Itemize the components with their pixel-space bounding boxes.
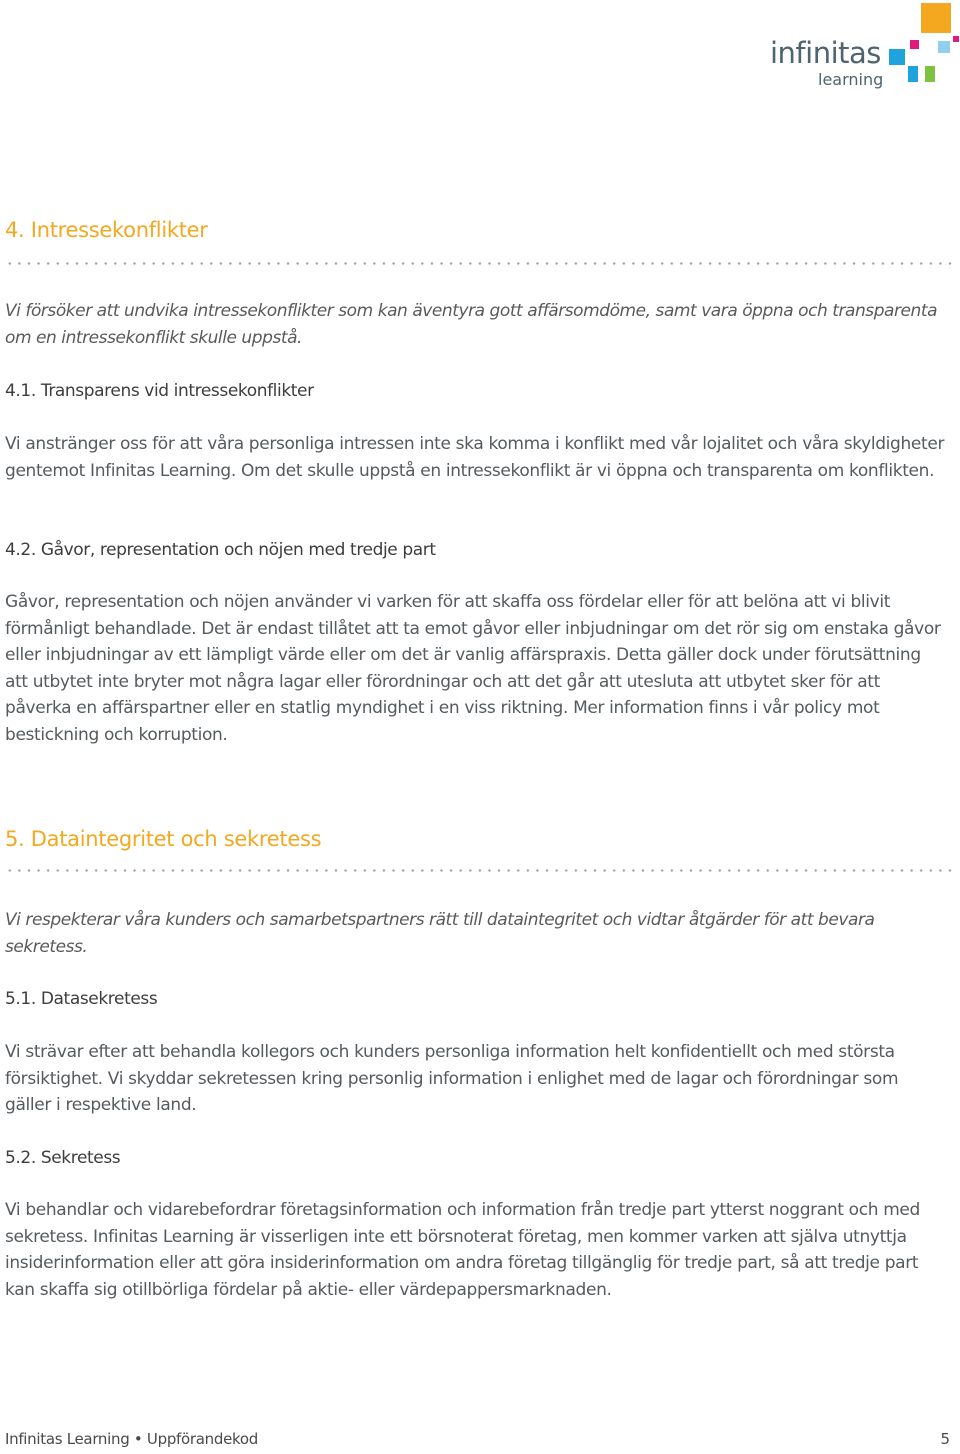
section-5-title: 5. Dataintegritet och sekretess — [5, 827, 322, 851]
section-4-2-heading: 4.2. Gåvor, representation och nöjen med tredje part — [5, 540, 436, 560]
section-4-title: 4. Intressekonflikter — [5, 218, 208, 242]
page-number: 5 — [940, 1430, 950, 1448]
logo-small-pink-square — [953, 36, 959, 42]
logo-cyan-square — [908, 66, 918, 82]
section-5-1-text: Vi strävar efter att behandla kollegors och kunders personliga information helt konfidentiellt och med största försiktighet. Vi skyddar sekretessen kring personlig information i enlighet med de lagar och förordningar som gäller i respektive land. — [5, 1042, 899, 1115]
section-4-1-heading: 4.1. Transparens vid intressekonflikter — [5, 381, 314, 401]
logo-subtitle: learning — [818, 70, 884, 89]
logo-green-square — [925, 66, 935, 82]
logo-blue-square — [889, 49, 905, 65]
section-4-1-text: Vi anstränger oss för att våra personliga intressen inte ska komma i konflikt med vår lojalitet och våra skyldigheter gentemot Infinitas Learning. Om det skulle uppstå en intressekonflikt är vi öppna och transparenta om konflikten. — [5, 434, 945, 481]
logo-pixel-mark-icon — [888, 0, 960, 90]
logo-orange-square — [921, 3, 951, 33]
footer-document-title: Infinitas Learning • Uppförandekod — [5, 1430, 258, 1448]
section-5-1-heading: 5.1. Datasekretess — [5, 989, 158, 1009]
logo-wordmark: infinitas — [770, 36, 881, 70]
company-logo — [770, 0, 960, 100]
section-5-2-heading: 5.2. Sekretess — [5, 1148, 121, 1168]
section-4-2-text: Gåvor, representation och nöjen använder vi varken för att skaffa oss fördelar eller för att belöna att vi blivit förmånligt behandlade. Det är endast tillåtet att ta emot gåvor eller inbjudningar om det rör sig om enstaka gåvor eller inbjudningar av ett lämpligt värde eller om det är vanlig affärspraxis. Detta gäller dock under förutsättning att utbytet inte bryter mot några lagar eller förordningar och att det går att utesluta att utbytet sker för att påverka en affärspartner eller en statlig myndighet i en viss riktning. Mer information finns i vår policy mot bestickning och korruption. — [5, 592, 941, 745]
section-5-divider — [5, 869, 955, 872]
section-5-intro: Vi respekterar våra kunders och samarbetspartners rätt till dataintegritet och vidtar åtgärder för att bevara sekretess. — [5, 910, 875, 957]
logo-pink-square — [910, 40, 919, 49]
section-5-2-text: Vi behandlar och vidarebefordrar företagsinformation och information från tredje part ytterst noggrant och med sekretess. Infinitas Learning är visserligen inte ett börsnoterat företag, men kommer varken att själva utnyttja insiderinformation eller att göra insiderinformation om andra företag tillgänglig för tredje part, så att tredje part kan skaffa sig otillbörliga fördelar på aktie- eller värdepappersmarknaden. — [5, 1200, 920, 1300]
logo-lightblue-square — [938, 41, 950, 53]
section-4-intro: Vi försöker att undvika intressekonflikter som kan äventyra gott affärsomdöme, samt vara öppna och transparenta om en intressekonflikt skulle uppstå. — [5, 301, 938, 348]
section-4-divider — [5, 262, 955, 265]
